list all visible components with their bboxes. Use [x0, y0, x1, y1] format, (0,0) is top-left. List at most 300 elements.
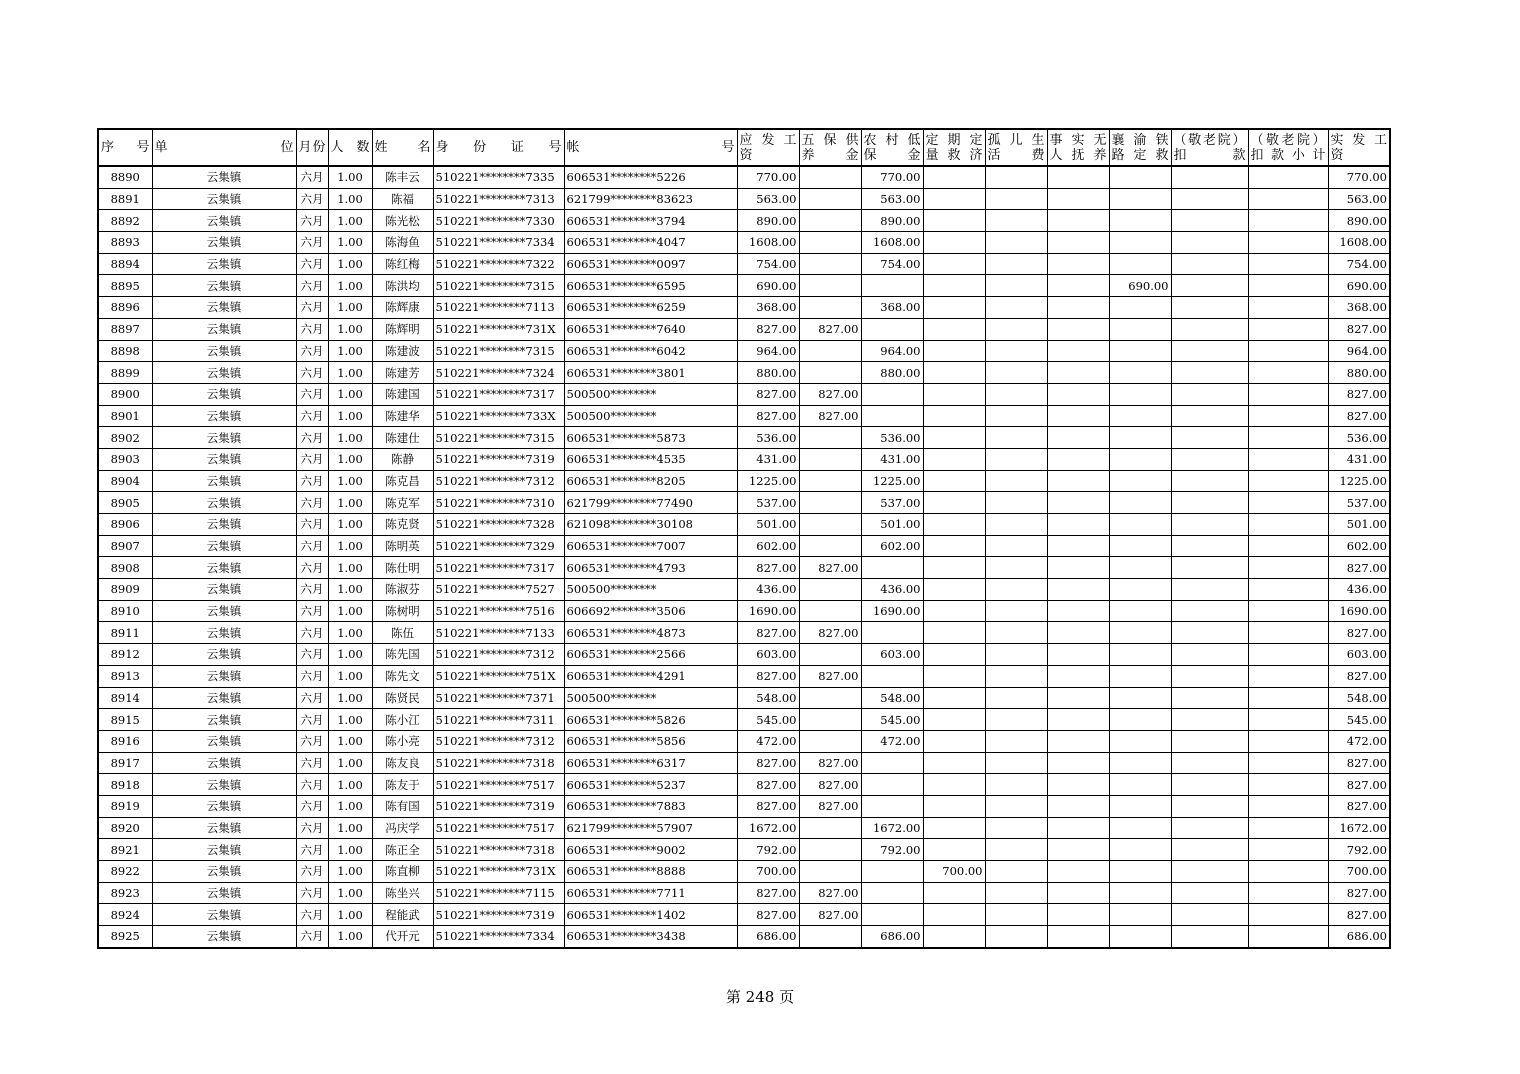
col-name-cell: 陈小江	[372, 709, 433, 731]
col-rural-minimum-cell	[861, 795, 923, 817]
col-account-header	[564, 129, 737, 166]
col-rural-minimum-cell: 880.00	[861, 362, 923, 384]
col-gross-pay-cell: 1690.00	[737, 600, 799, 622]
col-name-cell: 陈直柳	[372, 861, 433, 883]
col-orphan-living-cell	[985, 622, 1047, 644]
col-id-cell: 510221********7335	[433, 166, 564, 188]
col-deduction-subtotal-cell	[1248, 166, 1328, 188]
col-month-cell: 六月	[296, 448, 328, 470]
col-id-cell: 510221********7113	[433, 297, 564, 319]
header-line-1: 应发工	[739, 132, 797, 148]
col-deduction-subtotal-cell	[1248, 861, 1328, 883]
col-de-facto-orphan-cell	[1047, 752, 1109, 774]
col-rural-minimum-cell	[861, 774, 923, 796]
col-five-guarantee-cell	[799, 253, 861, 275]
col-de-facto-orphan-cell	[1047, 579, 1109, 601]
col-name-cell: 程能武	[372, 904, 433, 926]
col-orphan-living-cell	[985, 253, 1047, 275]
col-de-facto-orphan-cell	[1047, 362, 1109, 384]
col-de-facto-orphan-cell	[1047, 817, 1109, 839]
col-de-facto-orphan-cell	[1047, 644, 1109, 666]
col-orphan-living-cell	[985, 275, 1047, 297]
col-name-cell: 陈正全	[372, 839, 433, 861]
col-count-cell: 1.00	[328, 774, 372, 796]
col-orphan-living-cell	[985, 774, 1047, 796]
col-id-cell: 510221********7334	[433, 926, 564, 948]
col-month-cell: 六月	[296, 514, 328, 536]
col-seq-cell: 8903	[98, 448, 152, 470]
col-rural-minimum-cell: 431.00	[861, 448, 923, 470]
col-gross-pay-cell: 1672.00	[737, 817, 799, 839]
col-account-cell: 606531********5226	[564, 166, 737, 188]
col-month-cell: 六月	[296, 817, 328, 839]
col-de-facto-orphan-cell	[1047, 795, 1109, 817]
col-nursing-deduction-cell	[1171, 709, 1248, 731]
col-regular-relief-cell	[923, 795, 985, 817]
col-seq-cell: 8925	[98, 926, 152, 948]
col-de-facto-orphan-cell	[1047, 730, 1109, 752]
col-name-cell: 陈伍	[372, 622, 433, 644]
col-account-cell: 606531********6317	[564, 752, 737, 774]
col-id-cell: 510221********7328	[433, 514, 564, 536]
col-de-facto-orphan-cell	[1047, 340, 1109, 362]
col-seq-cell: 8924	[98, 904, 152, 926]
col-month-cell: 六月	[296, 383, 328, 405]
col-account-cell: 500500********	[564, 383, 737, 405]
col-nursing-deduction-cell	[1171, 492, 1248, 514]
col-month-cell: 六月	[296, 362, 328, 384]
header-row	[98, 129, 1390, 166]
col-id-cell: 510221********731X	[433, 318, 564, 340]
col-railway-relief-cell	[1109, 232, 1171, 254]
table-row	[98, 861, 1390, 883]
col-rural-minimum-cell	[861, 275, 923, 297]
header-line-2: 量救济	[925, 147, 983, 163]
col-gross-pay-cell: 548.00	[737, 687, 799, 709]
col-orphan-living-cell	[985, 817, 1047, 839]
col-name-cell: 陈友于	[372, 774, 433, 796]
col-nursing-deduction-cell	[1171, 926, 1248, 948]
col-regular-relief-cell	[923, 557, 985, 579]
col-unit-cell: 云集镇	[152, 275, 296, 297]
col-name-cell: 陈克军	[372, 492, 433, 514]
col-month-cell: 六月	[296, 709, 328, 731]
col-railway-relief-header	[1109, 129, 1171, 166]
col-regular-relief-cell	[923, 232, 985, 254]
col-seq-cell: 8922	[98, 861, 152, 883]
col-seq-cell: 8913	[98, 665, 152, 687]
col-month-cell: 六月	[296, 166, 328, 188]
col-de-facto-orphan-cell	[1047, 470, 1109, 492]
col-orphan-living-cell	[985, 340, 1047, 362]
col-regular-relief-cell	[923, 730, 985, 752]
header-line-1: 人数	[330, 140, 370, 155]
col-gross-pay-cell: 770.00	[737, 166, 799, 188]
col-net-pay-cell: 472.00	[1328, 730, 1390, 752]
col-id-cell: 510221********7324	[433, 362, 564, 384]
col-gross-pay-header	[737, 129, 799, 166]
col-name-cell: 陈友良	[372, 752, 433, 774]
col-id-cell: 510221********7315	[433, 427, 564, 449]
col-deduction-subtotal-cell	[1248, 600, 1328, 622]
col-account-cell: 606531********8205	[564, 470, 737, 492]
col-net-pay-cell: 536.00	[1328, 427, 1390, 449]
col-net-pay-cell: 501.00	[1328, 514, 1390, 536]
col-gross-pay-cell: 1608.00	[737, 232, 799, 254]
col-five-guarantee-cell	[799, 839, 861, 861]
col-unit-cell: 云集镇	[152, 535, 296, 557]
col-railway-relief-cell	[1109, 882, 1171, 904]
col-net-pay-header	[1328, 129, 1390, 166]
col-nursing-deduction-cell	[1171, 774, 1248, 796]
col-rural-minimum-cell: 563.00	[861, 188, 923, 210]
col-month-cell: 六月	[296, 752, 328, 774]
header-line-2: 活费	[987, 147, 1045, 163]
col-id-cell: 510221********7334	[433, 232, 564, 254]
col-account-cell: 606531********3794	[564, 210, 737, 232]
col-de-facto-orphan-cell	[1047, 210, 1109, 232]
col-nursing-deduction-cell	[1171, 166, 1248, 188]
col-count-cell: 1.00	[328, 579, 372, 601]
col-gross-pay-cell: 827.00	[737, 405, 799, 427]
col-orphan-living-cell	[985, 839, 1047, 861]
col-railway-relief-cell	[1109, 318, 1171, 340]
col-orphan-living-cell	[985, 318, 1047, 340]
col-five-guarantee-cell	[799, 297, 861, 319]
col-de-facto-orphan-cell	[1047, 188, 1109, 210]
col-railway-relief-cell	[1109, 709, 1171, 731]
payroll-table	[97, 128, 1391, 949]
col-orphan-living-cell	[985, 687, 1047, 709]
col-net-pay-cell: 545.00	[1328, 709, 1390, 731]
col-month-cell: 六月	[296, 579, 328, 601]
col-five-guarantee-cell	[799, 514, 861, 536]
col-net-pay-cell: 1690.00	[1328, 600, 1390, 622]
col-id-cell: 510221********7322	[433, 253, 564, 275]
col-name-cell: 陈建芳	[372, 362, 433, 384]
col-gross-pay-cell: 827.00	[737, 774, 799, 796]
col-railway-relief-cell	[1109, 687, 1171, 709]
col-net-pay-cell: 827.00	[1328, 774, 1390, 796]
col-unit-cell: 云集镇	[152, 709, 296, 731]
col-orphan-living-cell	[985, 383, 1047, 405]
col-account-cell: 606531********4047	[564, 232, 737, 254]
header-line-2: 人抚养	[1049, 147, 1107, 163]
col-regular-relief-header	[923, 129, 985, 166]
col-deduction-subtotal-cell	[1248, 383, 1328, 405]
col-nursing-deduction-cell	[1171, 405, 1248, 427]
col-id-cell: 510221********7312	[433, 644, 564, 666]
col-name-cell: 陈有国	[372, 795, 433, 817]
col-account-cell: 606531********0097	[564, 253, 737, 275]
col-orphan-living-cell	[985, 427, 1047, 449]
table-row	[98, 492, 1390, 514]
table-row	[98, 362, 1390, 384]
col-seq-cell: 8902	[98, 427, 152, 449]
col-unit-cell: 云集镇	[152, 817, 296, 839]
col-month-cell: 六月	[296, 470, 328, 492]
col-unit-cell: 云集镇	[152, 232, 296, 254]
col-regular-relief-cell	[923, 427, 985, 449]
col-five-guarantee-cell	[799, 210, 861, 232]
col-unit-header	[152, 129, 296, 166]
col-id-cell: 510221********7318	[433, 839, 564, 861]
col-nursing-deduction-cell	[1171, 839, 1248, 861]
col-month-cell: 六月	[296, 904, 328, 926]
col-de-facto-orphan-cell	[1047, 297, 1109, 319]
col-de-facto-orphan-cell	[1047, 839, 1109, 861]
col-count-cell: 1.00	[328, 470, 372, 492]
col-five-guarantee-cell	[799, 232, 861, 254]
col-name-cell: 陈辉康	[372, 297, 433, 319]
col-count-cell: 1.00	[328, 492, 372, 514]
col-unit-cell: 云集镇	[152, 427, 296, 449]
col-unit-cell: 云集镇	[152, 600, 296, 622]
col-id-cell: 510221********7319	[433, 795, 564, 817]
col-gross-pay-cell: 890.00	[737, 210, 799, 232]
col-seq-cell: 8898	[98, 340, 152, 362]
col-unit-cell: 云集镇	[152, 861, 296, 883]
col-five-guarantee-cell: 827.00	[799, 557, 861, 579]
col-count-cell: 1.00	[328, 861, 372, 883]
col-gross-pay-cell: 754.00	[737, 253, 799, 275]
col-railway-relief-cell	[1109, 752, 1171, 774]
col-account-cell: 606531********5826	[564, 709, 737, 731]
col-count-cell: 1.00	[328, 882, 372, 904]
col-rural-minimum-cell	[861, 557, 923, 579]
col-net-pay-cell: 700.00	[1328, 861, 1390, 883]
col-nursing-deduction-cell	[1171, 340, 1248, 362]
col-unit-cell: 云集镇	[152, 188, 296, 210]
col-net-pay-cell: 431.00	[1328, 448, 1390, 470]
col-rural-minimum-cell: 1225.00	[861, 470, 923, 492]
col-net-pay-cell: 827.00	[1328, 383, 1390, 405]
table-row	[98, 275, 1390, 297]
col-id-cell: 510221********7517	[433, 774, 564, 796]
col-month-cell: 六月	[296, 622, 328, 644]
col-name-cell: 陈仕明	[372, 557, 433, 579]
col-nursing-deduction-cell	[1171, 448, 1248, 470]
col-count-cell: 1.00	[328, 427, 372, 449]
col-unit-cell: 云集镇	[152, 687, 296, 709]
col-orphan-living-cell	[985, 514, 1047, 536]
col-regular-relief-cell	[923, 297, 985, 319]
col-nursing-deduction-cell	[1171, 275, 1248, 297]
table-header	[98, 129, 1390, 166]
header-line-1: 身份证号	[435, 140, 562, 155]
col-railway-relief-cell	[1109, 926, 1171, 948]
col-count-cell: 1.00	[328, 557, 372, 579]
col-railway-relief-cell	[1109, 730, 1171, 752]
col-id-cell: 510221********733X	[433, 405, 564, 427]
col-unit-cell: 云集镇	[152, 644, 296, 666]
col-nursing-deduction-cell	[1171, 882, 1248, 904]
col-unit-cell: 云集镇	[152, 362, 296, 384]
col-month-cell: 六月	[296, 535, 328, 557]
col-account-cell: 606531********5856	[564, 730, 737, 752]
header-line-1: 序 号	[101, 140, 150, 155]
col-count-cell: 1.00	[328, 514, 372, 536]
col-railway-relief-cell	[1109, 644, 1171, 666]
col-month-cell: 六月	[296, 882, 328, 904]
col-seq-cell: 8912	[98, 644, 152, 666]
table-row	[98, 795, 1390, 817]
col-railway-relief-cell	[1109, 817, 1171, 839]
col-gross-pay-cell: 792.00	[737, 839, 799, 861]
col-unit-cell: 云集镇	[152, 470, 296, 492]
col-name-cell: 陈建波	[372, 340, 433, 362]
page-number: 第 248 页	[725, 988, 795, 1006]
col-de-facto-orphan-cell	[1047, 557, 1109, 579]
col-rural-minimum-cell	[861, 383, 923, 405]
col-nursing-deduction-cell	[1171, 644, 1248, 666]
header-line-2: 保金	[863, 147, 921, 163]
col-name-cell: 陈克贤	[372, 514, 433, 536]
col-month-cell: 六月	[296, 687, 328, 709]
col-five-guarantee-cell	[799, 600, 861, 622]
col-net-pay-cell: 827.00	[1328, 904, 1390, 926]
col-count-cell: 1.00	[328, 383, 372, 405]
col-name-cell: 陈淑芬	[372, 579, 433, 601]
header-line-2: 资	[739, 147, 753, 163]
col-month-cell: 六月	[296, 600, 328, 622]
col-nursing-deduction-cell	[1171, 730, 1248, 752]
table-row	[98, 188, 1390, 210]
col-id-cell: 510221********7312	[433, 470, 564, 492]
col-rural-minimum-cell: 792.00	[861, 839, 923, 861]
col-five-guarantee-cell: 827.00	[799, 904, 861, 926]
col-de-facto-orphan-cell	[1047, 926, 1109, 948]
col-orphan-living-cell	[985, 644, 1047, 666]
col-five-guarantee-cell	[799, 817, 861, 839]
col-orphan-living-cell	[985, 861, 1047, 883]
table-row	[98, 600, 1390, 622]
col-orphan-living-cell	[985, 210, 1047, 232]
col-five-guarantee-cell: 827.00	[799, 774, 861, 796]
col-regular-relief-cell	[923, 665, 985, 687]
col-name-cell: 陈建华	[372, 405, 433, 427]
col-month-cell: 六月	[296, 644, 328, 666]
col-nursing-deduction-cell	[1171, 427, 1248, 449]
col-count-cell: 1.00	[328, 362, 372, 384]
col-id-cell: 510221********7517	[433, 817, 564, 839]
col-id-cell: 510221********7315	[433, 275, 564, 297]
col-railway-relief-cell	[1109, 622, 1171, 644]
col-deduction-subtotal-cell	[1248, 318, 1328, 340]
table-row	[98, 166, 1390, 188]
col-account-cell: 621799********57907	[564, 817, 737, 839]
col-net-pay-cell: 827.00	[1328, 405, 1390, 427]
col-net-pay-cell: 1672.00	[1328, 817, 1390, 839]
col-month-cell: 六月	[296, 557, 328, 579]
col-account-cell: 606531********5873	[564, 427, 737, 449]
col-nursing-deduction-cell	[1171, 210, 1248, 232]
col-seq-cell: 8906	[98, 514, 152, 536]
col-de-facto-orphan-cell	[1047, 232, 1109, 254]
col-five-guarantee-cell	[799, 470, 861, 492]
col-deduction-subtotal-cell	[1248, 730, 1328, 752]
col-de-facto-orphan-cell	[1047, 774, 1109, 796]
col-railway-relief-cell	[1109, 470, 1171, 492]
col-five-guarantee-cell	[799, 687, 861, 709]
col-count-cell: 1.00	[328, 622, 372, 644]
col-regular-relief-cell	[923, 535, 985, 557]
col-unit-cell: 云集镇	[152, 383, 296, 405]
col-orphan-living-cell	[985, 470, 1047, 492]
col-railway-relief-cell	[1109, 340, 1171, 362]
col-count-cell: 1.00	[328, 253, 372, 275]
col-account-cell: 606531********7640	[564, 318, 737, 340]
col-gross-pay-cell: 700.00	[737, 861, 799, 883]
col-regular-relief-cell	[923, 253, 985, 275]
col-name-cell: 陈红梅	[372, 253, 433, 275]
col-orphan-living-cell	[985, 362, 1047, 384]
col-seq-cell: 8914	[98, 687, 152, 709]
table-row	[98, 904, 1390, 926]
col-account-cell: 606531********5237	[564, 774, 737, 796]
col-count-cell: 1.00	[328, 535, 372, 557]
col-count-cell: 1.00	[328, 275, 372, 297]
col-count-cell: 1.00	[328, 405, 372, 427]
col-deduction-subtotal-cell	[1248, 882, 1328, 904]
col-regular-relief-cell	[923, 318, 985, 340]
col-gross-pay-cell: 880.00	[737, 362, 799, 384]
col-id-cell: 510221********7311	[433, 709, 564, 731]
col-railway-relief-cell	[1109, 297, 1171, 319]
col-account-cell: 606531********2566	[564, 644, 737, 666]
col-regular-relief-cell	[923, 383, 985, 405]
col-gross-pay-cell: 827.00	[737, 795, 799, 817]
col-net-pay-cell: 827.00	[1328, 752, 1390, 774]
col-deduction-subtotal-cell	[1248, 492, 1328, 514]
col-seq-cell: 8896	[98, 297, 152, 319]
col-railway-relief-cell	[1109, 253, 1171, 275]
col-railway-relief-cell	[1109, 210, 1171, 232]
col-railway-relief-cell	[1109, 774, 1171, 796]
col-regular-relief-cell	[923, 600, 985, 622]
table-row	[98, 383, 1390, 405]
table-row	[98, 557, 1390, 579]
col-seq-cell: 8897	[98, 318, 152, 340]
col-orphan-living-cell	[985, 882, 1047, 904]
table-row	[98, 579, 1390, 601]
col-regular-relief-cell	[923, 752, 985, 774]
col-regular-relief-cell	[923, 687, 985, 709]
col-account-cell: 500500********	[564, 687, 737, 709]
col-five-guarantee-cell	[799, 579, 861, 601]
col-count-cell: 1.00	[328, 752, 372, 774]
col-orphan-living-header	[985, 129, 1047, 166]
col-rural-minimum-cell: 964.00	[861, 340, 923, 362]
header-line-1: 农村低	[863, 132, 921, 148]
col-id-cell: 510221********7312	[433, 730, 564, 752]
col-seq-cell: 8911	[98, 622, 152, 644]
col-nursing-deduction-cell	[1171, 861, 1248, 883]
header-line-1: 事实无	[1049, 132, 1107, 148]
col-id-cell: 510221********7317	[433, 383, 564, 405]
col-unit-cell: 云集镇	[152, 882, 296, 904]
header-line-1: 月份	[298, 140, 326, 155]
col-count-cell: 1.00	[328, 600, 372, 622]
col-deduction-subtotal-cell	[1248, 774, 1328, 796]
col-seq-cell: 8920	[98, 817, 152, 839]
col-month-cell: 六月	[296, 405, 328, 427]
table-row	[98, 752, 1390, 774]
col-railway-relief-cell	[1109, 405, 1171, 427]
col-account-cell: 606531********6595	[564, 275, 737, 297]
col-name-header	[372, 129, 433, 166]
col-nursing-deduction-header	[1171, 129, 1248, 166]
